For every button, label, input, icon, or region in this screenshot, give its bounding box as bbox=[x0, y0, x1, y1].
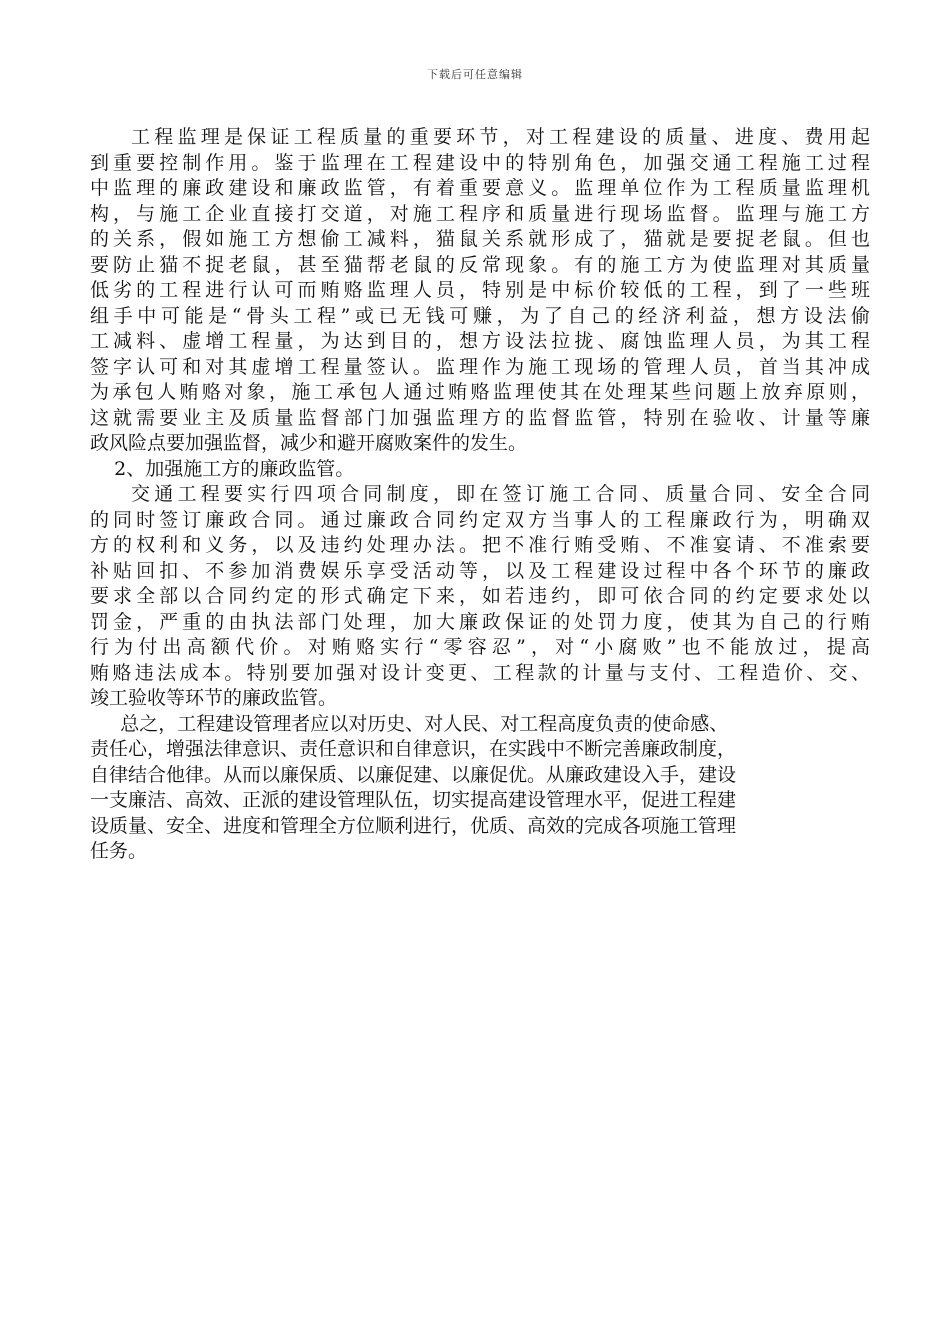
text-line: 构，与施工企业直接打交道，对施工程序和质量进行现场监督。监理与施工方 bbox=[90, 202, 870, 225]
text-line: 总之，工程建设管理者应以对历史、对人民、对工程高度负责的使命感、 bbox=[90, 712, 729, 735]
text-line: 自律结合他律。从而以廉保质、以廉促建、以廉促优。从廉政建设入手，建设 bbox=[90, 763, 737, 786]
text-line: 这就需要业主及质量监督部门加强监理方的监督监管，特别在验收、计量等廉 bbox=[90, 406, 870, 429]
text-line: 要求全部以合同约定的形式确定下来，如若违约，即可依合同的约定要求处以 bbox=[90, 585, 870, 607]
text-line: 工程监理是保证工程质量的重要环节，对工程建设的质量、进度、费用起 bbox=[90, 126, 870, 148]
text-line: 责任心，增强法律意识、责任意识和自律意识，在实践中不断完善廉政制度， bbox=[90, 738, 737, 760]
page-header: 下载后可任意编辑 bbox=[427, 68, 523, 81]
text-line: 任务。 bbox=[90, 840, 148, 862]
text-line: 低劣的工程进行认可而贿赂监理人员，特别是中标价较低的工程，到了一些班 bbox=[90, 279, 870, 301]
text-line: 贿赂违法成本。特别要加强对设计变更、工程款的计量与支付、工程造价、交、 bbox=[90, 661, 870, 684]
text-line: 补贴回扣、不参加消费娱乐享受活动等，以及工程建设过程中各个环节的廉政 bbox=[90, 559, 870, 582]
text-line: 竣工验收等环节的廉政监管。 bbox=[90, 687, 338, 709]
text-line: 组手中可能是“骨头工程”或已无钱可赚，为了自己的经济利益，想方设法偷 bbox=[90, 304, 870, 327]
text-line: 2、加强施工方的廉政监管。 bbox=[90, 457, 355, 480]
text-line: 罚金，严重的由执法部门处理，加大廉政保证的处罚力度，使其为自己的行贿 bbox=[90, 610, 870, 633]
text-line: 中监理的廉政建设和廉政监管，有着重要意义。监理单位作为工程质量监理机 bbox=[90, 177, 870, 199]
text-line: 行为付出高额代价。对贿赂实行“零容忍”，对“小腐败”也不能放过，提高 bbox=[90, 636, 870, 658]
text-line: 设质量、安全、进度和管理全方位顺利进行，优质、高效的完成各项施工管理 bbox=[90, 814, 737, 837]
text-line: 方的权利和义务，以及违约处理办法。把不准行贿受贿、不准宴请、不准索要 bbox=[90, 534, 870, 556]
document-body bbox=[90, 125, 870, 865]
text-line: 签字认可和对其虚增工程量签认。监理作为施工现场的管理人员，首当其冲成 bbox=[90, 355, 870, 378]
text-line: 的同时签订廉政合同。通过廉政合同约定双方当事人的工程廉政行为，明确双 bbox=[90, 508, 870, 531]
text-line: 到重要控制作用。鉴于监理在工程建设中的特别角色，加强交通工程施工过程 bbox=[90, 151, 870, 174]
text-line: 一支廉洁、高效、正派的建设管理队伍，切实提高建设管理水平，促进工程建 bbox=[90, 789, 737, 811]
text-line: 政风险点要加强监督，减少和避开腐败案件的发生。 bbox=[90, 432, 528, 454]
text-line: 工减料、虚增工程量，为达到目的，想方设法拉拢、腐蚀监理人员，为其工程 bbox=[90, 330, 870, 352]
text-line: 为承包人贿赂对象，施工承包人通过贿赂监理使其在处理某些问题上放弃原则， bbox=[90, 381, 870, 403]
text-line: 要防止猫不捉老鼠，甚至猫帮老鼠的反常现象。有的施工方为使监理对其质量 bbox=[90, 253, 870, 276]
text-line: 交通工程要实行四项合同制度，即在签订施工合同、质量合同、安全合同 bbox=[90, 483, 870, 505]
text-line: 的关系，假如施工方想偷工减料，猫鼠关系就形成了，猫就是要捉老鼠。但也 bbox=[90, 228, 870, 250]
